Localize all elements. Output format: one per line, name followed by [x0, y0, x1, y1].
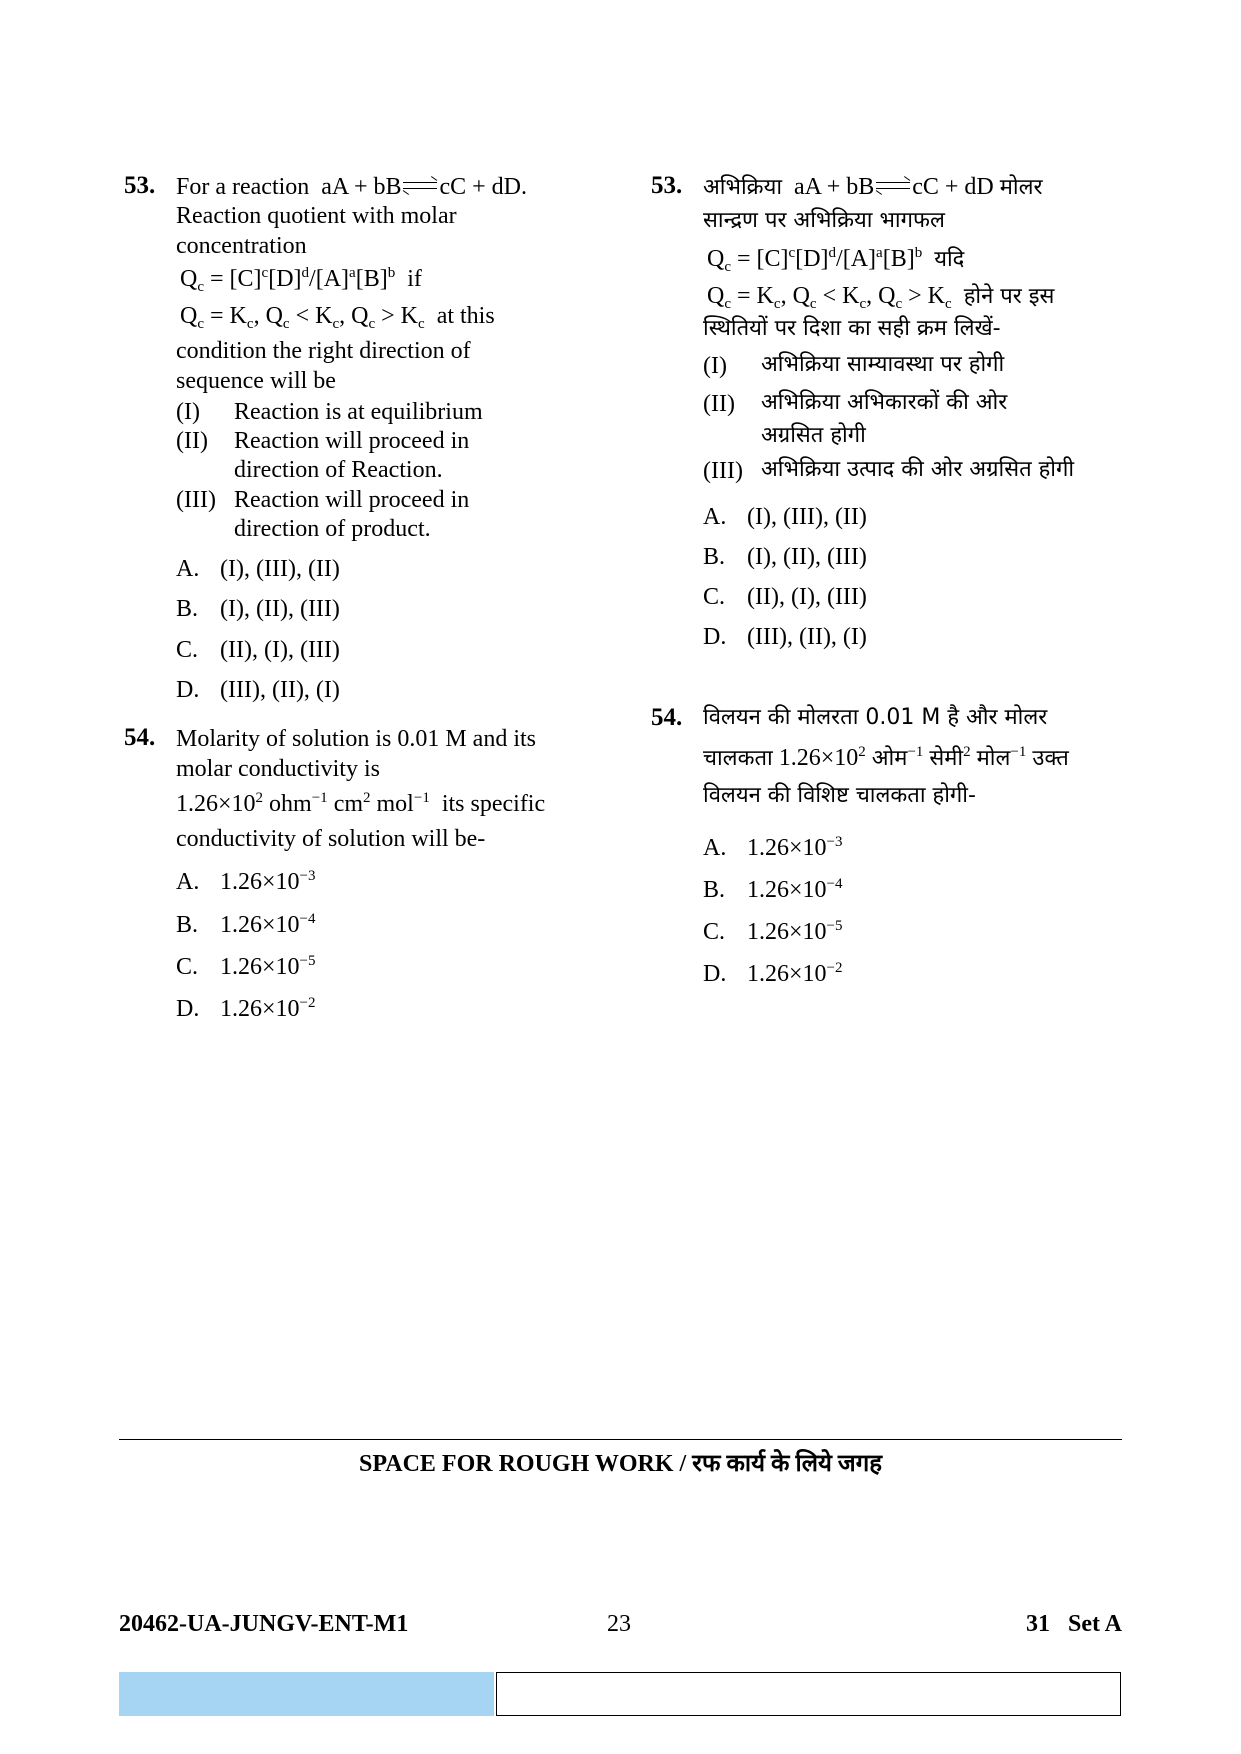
- reaction-quotient-formula: $Q_c = [C]^c[D]^d/[A]^a[B]^b$ if: [180, 264, 422, 295]
- statement-3: (III) अभिक्रिया उत्पाद की ओर अग्रसित होगी: [703, 457, 1075, 485]
- option-c[interactable]: C. (II), (I), (III): [703, 584, 867, 611]
- question-number: 54.: [651, 703, 683, 731]
- condition-formula: $Q_c = K_c$, $Q_c < K_c$, $Q_c > K_c$ होने पर इस: [707, 283, 1055, 313]
- hindi-column: [651, 173, 1131, 990]
- footer-color-bar: [119, 1672, 494, 1716]
- question-53-hi: 53. अभिक्रिया aA + bB cC + dD मोलर सान्द्रण पर अभिक्रिया भागफल $Q_c = [C]^c[D]^d/[A]^a[B]^b$ यदि $Q_c = K_c$, $Q_c < K_c$, $Q_c > K_c$ होने पर इस स्थितियों पर दिशा का सही क्रम लिखें- (I) अभिक्रिया साम्यावस्था पर होगी (II) अभिक्रिया अभिकारकों की ओर अग्रसित होगी (III) अभिक्रिया उत्पाद की ओर अग्रसित होगी A. (I), (III), (II) B. (I), (II), (III) C. (II), (I), (III) D. (III), (II), (I): [651, 173, 1131, 653]
- statement-2: (II) Reaction will proceed in direction of Reaction.: [176, 428, 470, 484]
- option-a[interactable]: A. (I), (III), (II): [703, 503, 867, 530]
- option-d[interactable]: D. (III), (II), (I): [176, 676, 340, 703]
- question-number: 54.: [124, 724, 156, 752]
- statement-3: (III) Reaction will proceed in direction of product.: [176, 486, 470, 542]
- footer-blank-box: [496, 1672, 1121, 1716]
- option-d[interactable]: D. $1.26\times 10^{-2}$: [176, 995, 316, 1023]
- rough-work-label: SPACE FOR ROUGH WORK / रफ कार्य के लिये जगह: [359, 1451, 882, 1477]
- molar-conductivity-value: $1.26\times 10^2$ ohm$^{-1}$ $cm^2$ mol$^{-1}$ its specific: [176, 789, 546, 817]
- reaction-line: अभिक्रिया aA + bB cC + dD मोलर: [703, 174, 1043, 200]
- option-b[interactable]: B. $1.26\times 10^{-4}$: [176, 910, 316, 938]
- equilibrium-arrow-icon: [876, 179, 910, 193]
- footer-set: 31 Set A: [1026, 1611, 1122, 1637]
- option-c[interactable]: C. $1.26\times 10^{-5}$: [176, 952, 316, 980]
- reaction-line: For a reaction aA + bB cC + dD.: [176, 174, 528, 200]
- option-a[interactable]: A. $1.26\times 10^{-3}$: [703, 833, 843, 861]
- statement-1: (I) Reaction is at equilibrium: [176, 398, 483, 425]
- question-54-en: 54. Molarity of solution is 0.01 M and its molar conductivity is $1.26\times 10^2$ ohm$^{-1}$ $cm^2$ mol$^{-1}$ its specific conductivity of solution will be- A. $1.26\times 10^{-3}$ B. $1.26\times 10^{-4}$ C. $1.26\times 10^{-5}$ D. $1.26\times 10^{-2}$: [124, 725, 624, 1024]
- question-53-en: 53. For a reaction aA + bB cC + dD. Reaction quotient with molar concentration $Q_c = [C]^c[D]^d/[A]^a[B]^b$ if $Q_c = K_c$, $Q_c < K_c$, $Q_c > K_c$ at this condition the right direction of sequence will be (I) Reaction is at equilibrium (II) Reaction will proceed in direction of Reaction. (III) Reaction will proceed in direction of product. A. (I), (III), (II) B. (I), (II), (III) C. (II), (I), (III) D. (III), (II), (I): [124, 173, 624, 705]
- option-c[interactable]: C. (II), (I), (III): [176, 636, 340, 663]
- question-number: 53.: [651, 172, 683, 199]
- rough-work-divider: [119, 1439, 1122, 1440]
- option-a[interactable]: A. $1.26\times 10^{-3}$: [176, 868, 316, 896]
- option-d[interactable]: D. $1.26\times 10^{-2}$: [703, 960, 843, 988]
- option-a[interactable]: A. (I), (III), (II): [176, 556, 340, 583]
- footer-page-number: 23: [607, 1611, 631, 1637]
- question-54-hi: 54. विलयन की मोलरता 0.01 M है और मोलर चालकता $1.26\times 10^2$ ओम$^{-1}$ सेमी$^2$ मोल$^{-1}$ उक्त विलयन की विशिष्ट चालकता होगी- A. $1.26\times 10^{-3}$ B. $1.26\times 10^{-4}$ C. $1.26\times 10^{-5}$ D. $1.26\times 10^{-2}$: [651, 705, 1131, 990]
- statement-1: (I) अभिक्रिया साम्यावस्था पर होगी: [703, 352, 1005, 380]
- option-d[interactable]: D. (III), (II), (I): [703, 624, 867, 651]
- statement-2: (II) अभिक्रिया अभिकारकों की ओर अग्रसित होगी: [703, 389, 1008, 448]
- option-c[interactable]: C. $1.26\times 10^{-5}$: [703, 918, 843, 946]
- option-b[interactable]: B. (I), (II), (III): [176, 596, 340, 623]
- option-b[interactable]: B. $1.26\times 10^{-4}$: [703, 875, 843, 903]
- footer-code: 20462-UA-JUNGV-ENT-M1: [119, 1611, 409, 1637]
- equilibrium-arrow-icon: [403, 179, 437, 193]
- question-number: 53.: [124, 172, 156, 199]
- option-b[interactable]: B. (I), (II), (III): [703, 543, 867, 570]
- english-column: [124, 173, 624, 1024]
- molar-conductivity-value: चालकता $1.26\times 10^2$ ओम$^{-1}$ सेमी$^2$ मोल$^{-1}$ उक्त: [703, 743, 1069, 771]
- reaction-quotient-formula: $Q_c = [C]^c[D]^d/[A]^a[B]^b$ यदि: [707, 245, 965, 276]
- condition-formula: $Q_c = K_c$, $Q_c < K_c$, $Q_c > K_c$ at this: [180, 303, 495, 333]
